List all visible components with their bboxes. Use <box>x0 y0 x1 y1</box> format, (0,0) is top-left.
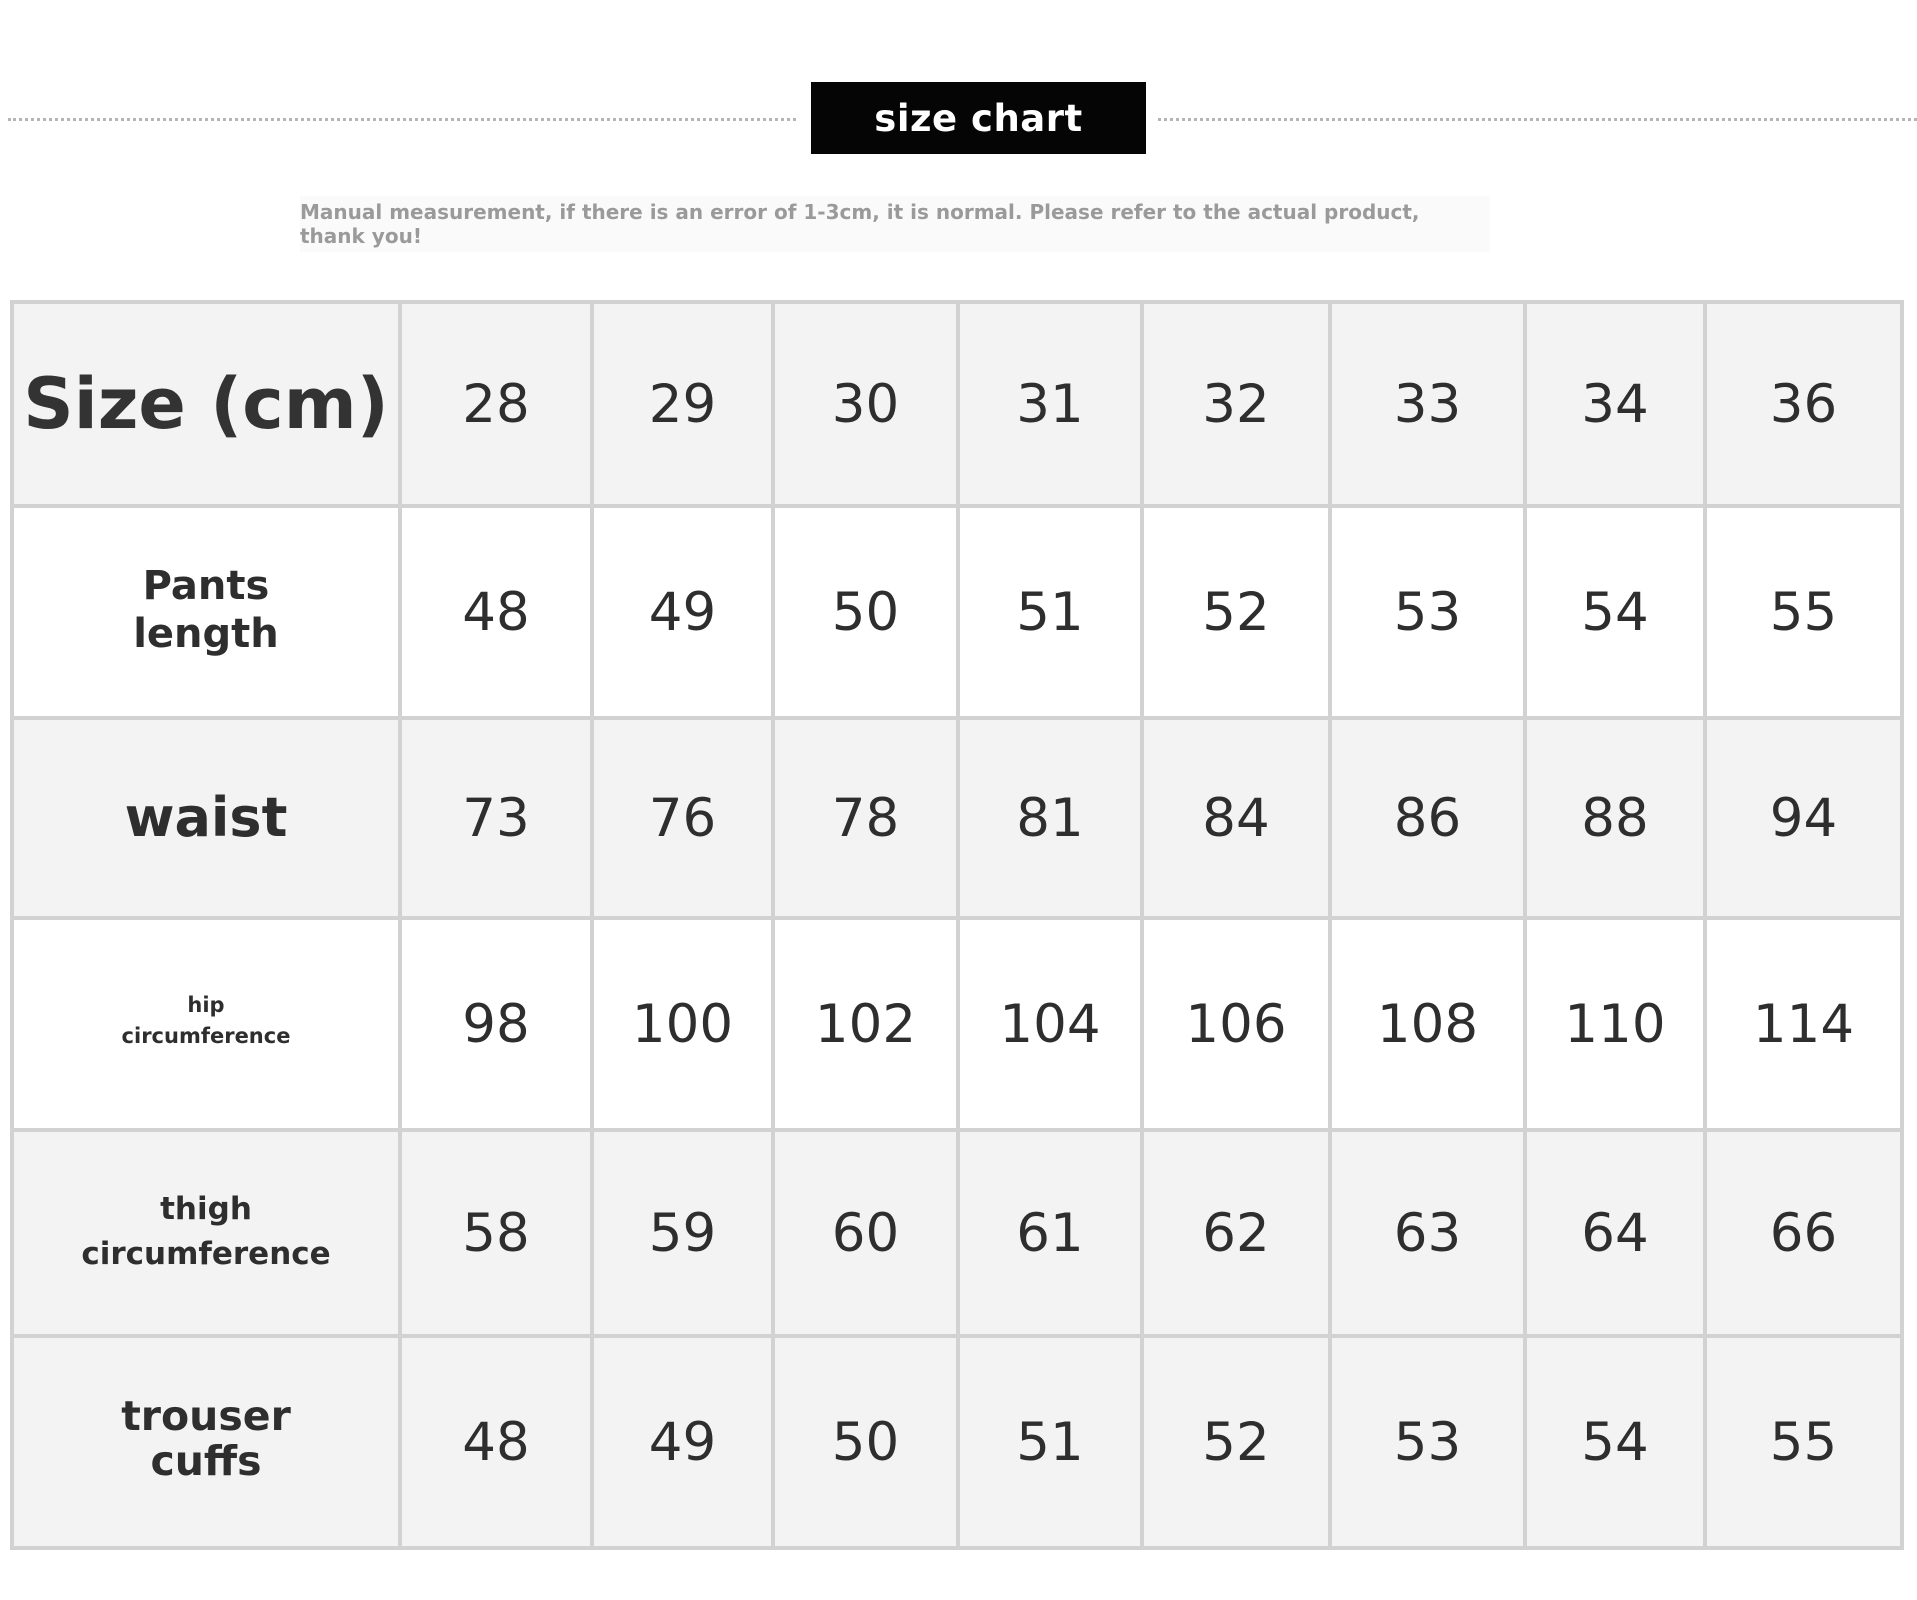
row-label-cell <box>12 506 400 718</box>
table-cell: 53 <box>1330 506 1525 718</box>
size-header-cell: 28 <box>400 302 592 506</box>
table-cell: 48 <box>400 1336 592 1548</box>
size-header-label-text: Size (cm) <box>23 363 389 445</box>
table-cell: 64 <box>1525 1130 1705 1336</box>
table-cell: 94 <box>1705 718 1902 918</box>
row-label-cell <box>12 1336 400 1548</box>
table-cell: 55 <box>1705 1336 1902 1548</box>
size-header-cell: 34 <box>1525 302 1705 506</box>
table-cell: 104 <box>958 918 1142 1130</box>
table-cell: 50 <box>773 506 958 718</box>
size-header-label <box>12 302 400 506</box>
table-cell: 62 <box>1142 1130 1330 1336</box>
table-cell: 100 <box>592 918 773 1130</box>
size-header-row <box>12 302 1902 506</box>
row-label: waist <box>124 785 288 849</box>
row-label: hip circumference <box>121 993 291 1048</box>
table-cell: 98 <box>400 918 592 1130</box>
table-cell: 81 <box>958 718 1142 918</box>
right-dotted-divider <box>1158 118 1917 121</box>
table-cell: 73 <box>400 718 592 918</box>
table-cell: 110 <box>1525 918 1705 1130</box>
size-header-cell: 36 <box>1705 302 1902 506</box>
row-label-cell <box>12 1130 400 1336</box>
table-cell: 53 <box>1330 1336 1525 1548</box>
size-header-cell: 29 <box>592 302 773 506</box>
table-cell: 61 <box>958 1130 1142 1336</box>
table-cell: 52 <box>1142 1336 1330 1548</box>
size-table <box>10 300 1904 1550</box>
table-cell: 78 <box>773 718 958 918</box>
table-cell: 51 <box>958 1336 1142 1548</box>
table-cell: 88 <box>1525 718 1705 918</box>
table-cell: 52 <box>1142 506 1330 718</box>
table-row-hip-circumference <box>12 918 1902 1130</box>
table-cell: 58 <box>400 1130 592 1336</box>
table-row-trouser-cuffs <box>12 1336 1902 1548</box>
table-cell: 48 <box>400 506 592 718</box>
table-cell: 86 <box>1330 718 1525 918</box>
table-cell: 49 <box>592 1336 773 1548</box>
row-label-cell <box>12 918 400 1130</box>
row-label-cell <box>12 718 400 918</box>
size-header-cell: 33 <box>1330 302 1525 506</box>
row-label: trouser cuffs <box>121 1392 291 1486</box>
table-cell: 108 <box>1330 918 1525 1130</box>
table-cell: 106 <box>1142 918 1330 1130</box>
row-label: thigh circumference <box>81 1191 331 1273</box>
table-cell: 54 <box>1525 1336 1705 1548</box>
measurement-note: Manual measurement, if there is an error of 1-3cm, it is normal. Please refer to the actual product, thank you! <box>300 196 1490 252</box>
table-row-waist <box>12 718 1902 918</box>
table-cell: 59 <box>592 1130 773 1336</box>
table-cell: 66 <box>1705 1130 1902 1336</box>
table-cell: 76 <box>592 718 773 918</box>
table-cell: 50 <box>773 1336 958 1548</box>
table-row-thigh-circumference <box>12 1130 1902 1336</box>
size-chart-title: size chart <box>811 82 1146 154</box>
table-cell: 63 <box>1330 1130 1525 1336</box>
size-header-cell: 32 <box>1142 302 1330 506</box>
table-cell: 55 <box>1705 506 1902 718</box>
table-cell: 51 <box>958 506 1142 718</box>
size-header-cell: 31 <box>958 302 1142 506</box>
row-label: Pants length <box>133 563 279 658</box>
table-cell: 84 <box>1142 718 1330 918</box>
table-cell: 60 <box>773 1130 958 1336</box>
table-cell: 114 <box>1705 918 1902 1130</box>
size-header-cell: 30 <box>773 302 958 506</box>
table-cell: 102 <box>773 918 958 1130</box>
table-row-pants-length <box>12 506 1902 718</box>
table-cell: 54 <box>1525 506 1705 718</box>
left-dotted-divider <box>8 118 796 121</box>
table-cell: 49 <box>592 506 773 718</box>
